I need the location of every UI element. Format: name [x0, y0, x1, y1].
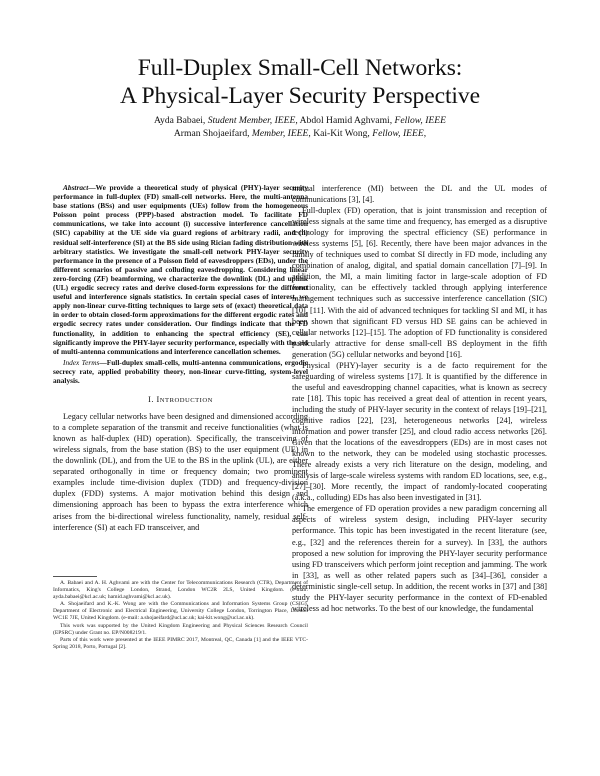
authors-line-1: Ayda Babaei, Student Member, IEEE, Abdol Hamid Aghvami, Fellow, IEEE — [153, 115, 447, 126]
right-paragraph-1: mutual interference (MI) between the DL and the UL modes of communications [3], [4]. — [292, 184, 547, 205]
title-line-1: Full-Duplex Small-Cell Networks: — [137, 55, 463, 81]
abstract — [53, 183, 308, 356]
left-column — [53, 183, 308, 533]
author-list — [0, 114, 600, 140]
intro-paragraph-1: Legacy cellular networks have been designed and dimensioned according to a complete separation of the transmit and receive functionalities (what is known as half-duplex (HD) operation). Specifically, the transceiving of wireless signals, from the base station (BS) to the user equipment (UE) in the downlink (DL), and from the UE to the BS in the uplink (UL), are either separated orthogonally in time or frequency domain; two prominent examples include time-division duplex (TDD) and frequency-division duplex (FDD) systems. A major motivation behind this design and dimensioning approach has been to bypass the extra interference which arises from the bi-directional wireless functionality, namely, residual self-interference (SI) at each FD transceiver, and — [53, 412, 308, 532]
footnote-4: Parts of this work were presented at the IEEE PIMRC 2017, Montreal, QC, Canada [1] and the IEEE VTC-Spring 2018, Porto, Portugal [2]. — [53, 637, 308, 651]
abstract-label: Abstract — [63, 183, 89, 192]
title-line-2: A Physical-Layer Security Perspective — [120, 83, 480, 109]
right-paragraph-3: Physical (PHY)-layer security is a de facto requirement for the safeguarding of wireless systems [17]. It is quantified by the difference in the useful and eavesdropping channel capacities, what is known as secrecy rate [18]. This topic has received a great deal of attention in recent years, including the study of PHY-layer security in the context of relays [19]–[21], cognitive radios [22], [23], heterogeneous networks [24], wireless information and power transfer [25], and cloud radio access networks [26]. Given that the locations of the eavesdroppers (EDs) are in most cases not known to the network, they can be modeled using stochastic processes. There already exists a very rich literature on the design, modeling, and analysis of large-scale wireless systems with random ED locations, see, e.g., [27]–[30]. More recently, the impact of randomly-located cooperating (a.k.a., colluding) EDs has also been investigated in [31]. — [292, 360, 547, 503]
section-heading-introduction: I. INTRODUCTION — [148, 395, 213, 405]
right-paragraph-2: Full-duplex (FD) operation, that is joint transmission and reception of wireless signals at the same time and frequency, has emerged as a disruptive technology for improving the spectral efficiency (SE) performance in wireless systems [5], [6]. Recently, there have been major advances in the family of techniques used to combat SI directly in FD mode, including any combination of analog, digital, and spatial domain cancellation [7]–[9]. In addition, the MI, a main limiting factor in large-scale adoption of FD functionality, can be effectively tackled through applying interference management techniques such as successive interference cancellation (SIC) [10], [11]. With the aid of advanced techniques for tackling SI and MI, it has been shown that significant FD versus HD SE gains can be achieved in cellular networks [12]–[15]. The adoption of FD functionality is considered particularly attractive for dense small-cell BS deployment in the fifth generation (5G) cellular networks and beyond [16]. — [292, 206, 547, 359]
right-column — [292, 183, 547, 614]
footnotes — [53, 580, 308, 652]
paper-title — [0, 54, 600, 110]
footnote-rule — [53, 576, 97, 577]
authors-line-2: Arman Shojaeifard, Member, IEEE, Kai-Kit Wong, Fellow, IEEE, — [173, 128, 427, 139]
abstract-text: —We provide a theoretical study of physical (PHY)-layer security performance in full-duplex (FD) small-cell networks. Here, the multi-antenna base stations (BSs) and user equipments (UEs) follow from the homogeneous Poisson point process (PPP)-based abstraction model. To facilitate FD communications, we take into account (i) successive interference cancellation (SIC) capability at the UE side via guard regions of arbitrary radii, and (ii) residual self-interference (SI) at the BS side using Rician fading distribution with arbitrary statistics. We investigate the small-cell network PHY-layer security performance in the presence of a Poisson field of eavesdroppers (EDs), under the different scenarios of passive and colluding eavesdropping. Considering linear zero-forcing (ZF) beamforming, we characterize the downlink (DL) and uplink (UL) ergodic secrecy rates and derive closed-form expressions for the different useful and interference signals statistics. In certain special cases of interest, we apply non-linear curve-fitting techniques to large sets of (exact) theoretical data in order to obtain closed-form approximations for the different ergodic rates and ergodic secrecy rates under consideration. Our findings indicate that the FD functionality, in addition to enhancing the spectral efficiency (SE), can significantly improve the PHY-layer security performance, especially with the aid of multi-antenna communications and interference cancellation schemes. — [53, 183, 308, 356]
footnote-2: A. Shojaeifard and K.-K. Wong are with the Communications and Information Systems Group (CSIG), Department of Electronic and Electrical Engineering, University College London, Torrington Place, London WC1E 7JE, United Kingdom. (e-mail: a.shojaeifard@ucl.ac.uk; kai-kit.wong@ucl.ac.uk). — [53, 601, 308, 622]
footnote-1: A. Babaei and A. H. Aghvami are with the Center for Telecommunications Research (CTR), Department of Informatics, King's College London, Strand, London WC2R 2LS, United Kingdom. (e-mail: ayda.babaei@kcl.ac.uk; hamid.aghvami@kcl.ac.uk). — [53, 580, 308, 600]
index-terms-text: —Full-duplex small-cells, multi-antenna communications, ergodic secrecy rate, applied probability theory, non-linear curve-fitting, system-level analysis. — [53, 357, 308, 385]
right-paragraph-4: The emergence of FD operation provides a new paradigm concerning all aspects of wireless system design, including PHY-layer security performance. This topic has been investigated in the recent literature (see, e.g., [32] and the references therein for a survey). In [33], the authors proposed a new solution for improving the PHY-layer security performance using FD transceivers which perform joint reception and jamming. The work in [33], as well as other related papers such as [34]–[36], consider a deterministic single-cell setup. In addition, the recent works in [37] and [38] study the PHY-layer security performance in the context of FD-enabled wireless ad hoc networks. To the best of our knowledge, the fundamental — [292, 504, 547, 613]
index-terms-label: Index Terms — [63, 357, 100, 367]
index-terms — [53, 358, 308, 385]
footnote-3: This work was supported by the United Kingdom Engineering and Physical Sciences Research Council (EPSRC) under Grant no. EP/N008219/1. — [53, 622, 308, 636]
